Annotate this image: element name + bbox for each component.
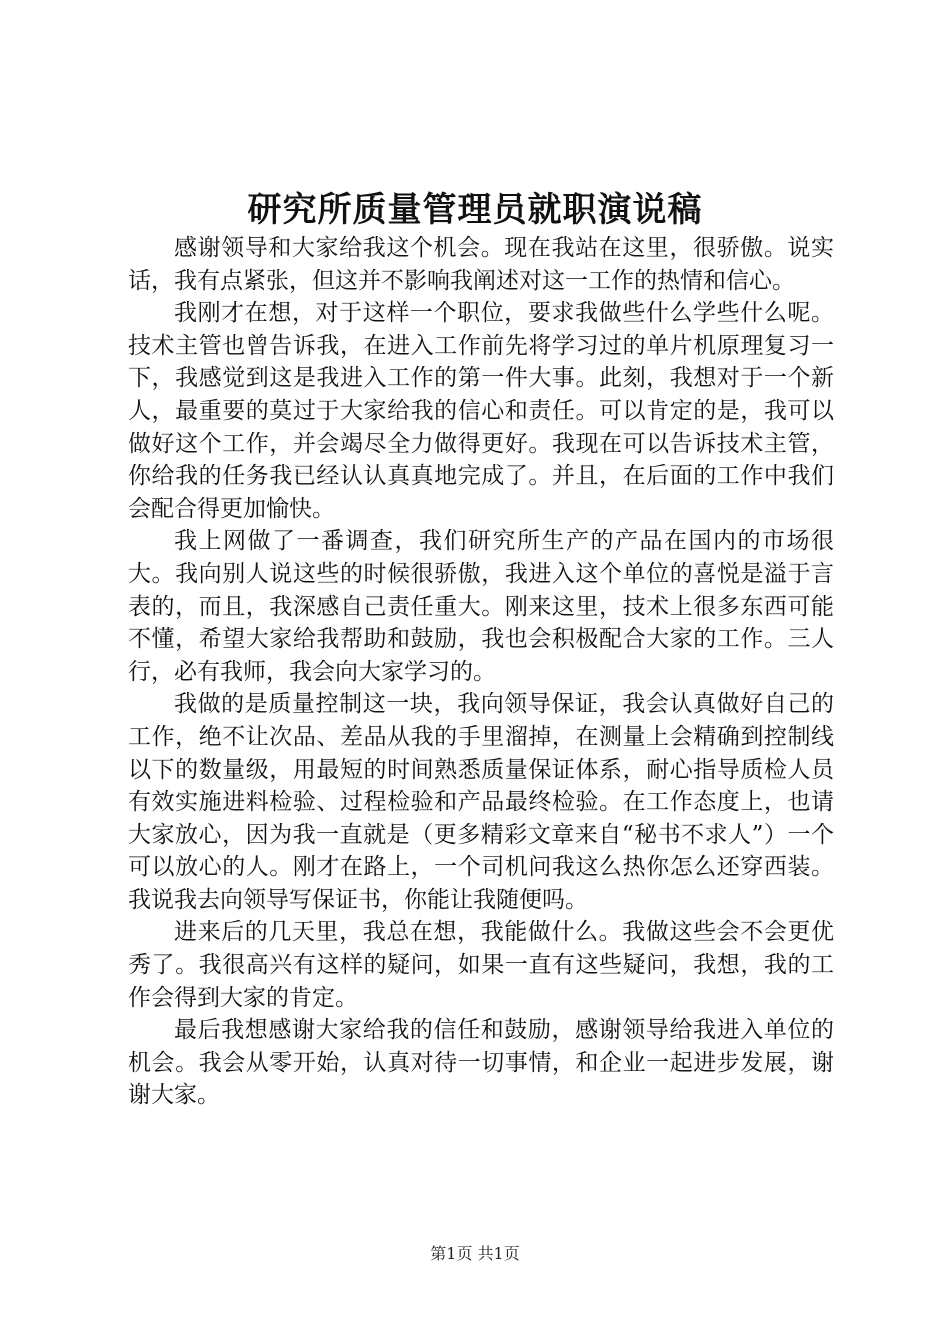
document-title: 研究所质量管理员就职演说稿 <box>247 190 703 230</box>
paragraph-3: 我上网做了一番调查，我们研究所生产的产品在国内的市场很大。我向别人说这些的时候很骄傲，我进入这个单位的喜悦是溢于言表的，而且，我深感自己责任重大。刚来这里，技术上很多东西可能不懂，希望大家给我帮助和鼓励，我也会积极配合大家的工作。三人行，必有我师，我会向大家学习的。 <box>128 528 834 685</box>
paragraph-4: 我做的是质量控制这一块，我向领导保证，我会认真做好自己的工作，绝不让次品、差品从我的手里溜掉，在测量上会精确到控制线以下的数量级，用最短的时间熟悉质量保证体系，耐心指导质检人员有效实施进料检验、过程检验和产品最终检验。在工作态度上，也请大家放心，因为我一直就是（更多精彩文章来自“秘书不求人”）一个可以放心的人。刚才在路上，一个司机问我这么热你怎么还穿西装。我说我去向领导写保证书，你能让我随便吗。 <box>128 691 834 913</box>
page-footer: 第1页 共1页 <box>430 1244 520 1263</box>
paragraph-6: 最后我想感谢大家给我的信任和鼓励，感谢领导给我进入单位的机会。我会从零开始，认真对待一切事情，和企业一起进步发展，谢谢大家。 <box>128 1017 834 1109</box>
paragraph-5: 进来后的几天里，我总在想，我能做什么。我做这些会不会更优秀了。我很高兴有这样的疑问，如果一直有这些疑问，我想，我的工作会得到大家的肯定。 <box>128 919 834 1011</box>
paragraph-2: 我刚才在想，对于这样一个职位，要求我做些什么学些什么呢。技术主管也曾告诉我，在进入工作前先将学习过的单片机原理复习一下，我感觉到这是我进入工作的第一件大事。此刻，我想对于一个新人，最重要的莫过于大家给我的信心和责任。可以肯定的是，我可以做好这个工作，并会竭尽全力做得更好。我现在可以告诉技术主管，你给我的任务我已经认认真真地完成了。并且，在后面的工作中我们会配合得更加愉快。 <box>128 300 834 522</box>
paragraph-1: 感谢领导和大家给我这个机会。现在我站在这里，很骄傲。说实话，我有点紧张，但这并不影响我阐述对这一工作的热情和信心。 <box>128 235 834 294</box>
document-body <box>128 232 834 1112</box>
